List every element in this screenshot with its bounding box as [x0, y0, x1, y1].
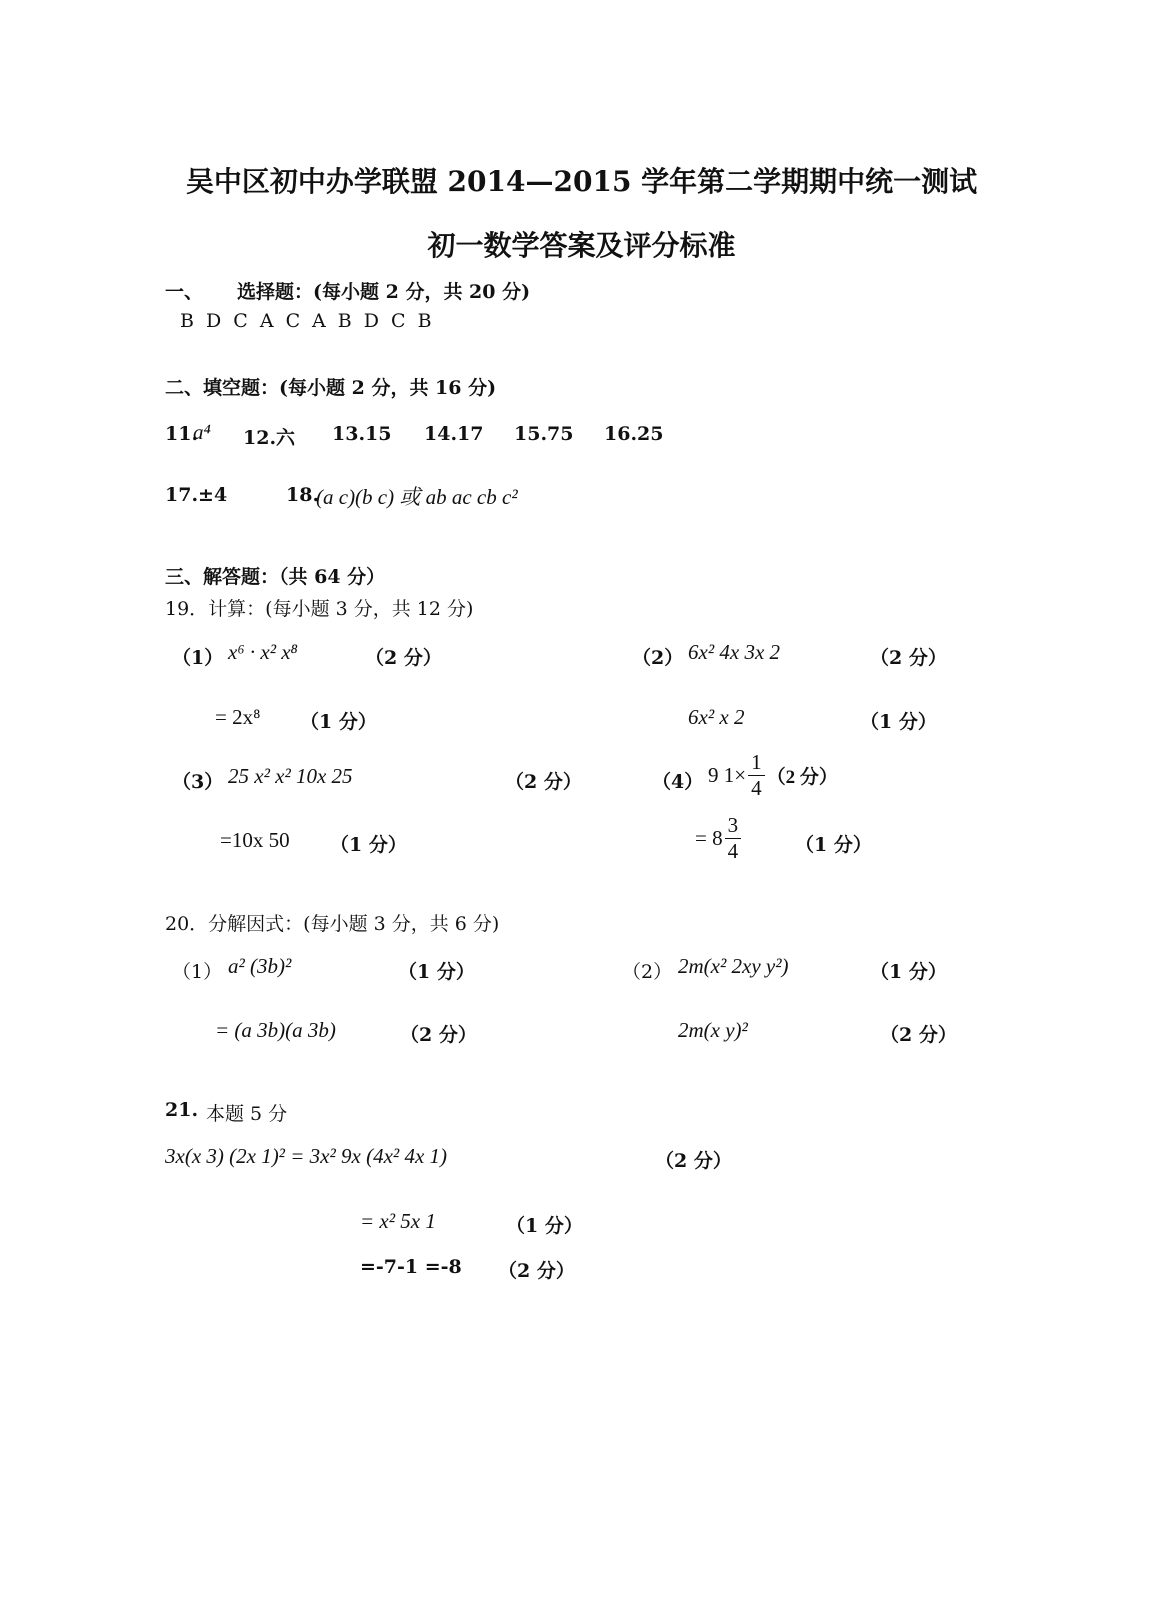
- q21-number: 21.: [165, 1099, 199, 1121]
- q19-4-label: （4）: [652, 771, 704, 793]
- q19-heading: 19．计算：(每小题 3 分，共 12 分): [165, 598, 474, 620]
- section1-number: 一、: [165, 281, 204, 303]
- q21-heading: 本题 5 分: [206, 1103, 288, 1125]
- q13-answer: 13.15: [332, 423, 392, 445]
- q17-answer: 17.±4: [165, 484, 228, 506]
- q19-3-score1: （2 分）: [505, 771, 582, 793]
- q19-3-line2: =10x 50: [220, 828, 290, 852]
- q21-line2: = x² 5x 1: [360, 1209, 436, 1233]
- q20-2-line1: 2m(x² 2xy y²): [678, 954, 789, 978]
- q19-2-score2: （1 分）: [860, 711, 937, 733]
- q20-2-score1: （1 分）: [870, 961, 947, 983]
- section2-heading: 二、填空题：(每小题 2 分，共 16 分): [165, 377, 497, 399]
- q20-1-score2: （2 分）: [400, 1024, 477, 1046]
- section1-answers-b: A B D C B: [312, 310, 435, 332]
- q20-1-line2: = (a 3b)(a 3b): [215, 1018, 336, 1042]
- section1-answers-a: B D C A C: [180, 310, 304, 332]
- q18-answer: (a c)(b c) 或 ab ac cb c²: [316, 485, 518, 509]
- q19-4-fraction2-den: 4: [727, 839, 739, 863]
- q19-4-score2: （1 分）: [795, 834, 872, 856]
- q16-answer: 16.25: [604, 423, 664, 445]
- q21-score1: （2 分）: [655, 1150, 732, 1172]
- q20-2-line2: 2m(x y)²: [678, 1018, 748, 1042]
- q20-1-label: （1）: [172, 961, 223, 983]
- section1-heading: 选择题：(每小题 2 分，共 20 分): [237, 281, 531, 303]
- q19-3-score2: （1 分）: [330, 834, 407, 856]
- q19-1-line2: = 2x⁸: [215, 705, 261, 729]
- q20-1-line1: a² (3b)²: [228, 954, 292, 978]
- q19-4-fraction1: [748, 752, 765, 799]
- q19-2-score1: （2 分）: [870, 647, 947, 669]
- q21-score2: （1 分）: [506, 1215, 583, 1237]
- q14-answer: 14.17: [424, 423, 484, 445]
- q19-1-score2: （1 分）: [300, 711, 377, 733]
- q19-2-label: （2）: [632, 647, 684, 669]
- q21-line3: =-7-1 =-8: [360, 1256, 462, 1278]
- q21-line1: 3x(x 3) (2x 1)² = 3x² 9x (4x² 4x 1): [165, 1144, 448, 1168]
- q20-heading: 20．分解因式：(每小题 3 分，共 6 分): [165, 913, 500, 935]
- q19-4-score1: （2 分）: [766, 767, 838, 788]
- q19-4-line2: [695, 815, 743, 862]
- q19-2-line1: 6x² 4x 3x 2: [688, 640, 781, 664]
- q19-4-fraction2: [725, 815, 742, 862]
- q19-2-line2: 6x² x 2: [688, 705, 745, 729]
- q20-1-score1: （1 分）: [398, 961, 475, 983]
- q19-4-line1-text: 9 1×: [708, 763, 747, 787]
- section3-heading: 三、解答题：（共 64 分）: [165, 566, 386, 588]
- q19-1-score1: （2 分）: [365, 647, 442, 669]
- q19-4-fraction1-num: 1: [748, 752, 765, 776]
- q20-2-label: （2）: [622, 961, 673, 983]
- q19-4-fraction2-num: 3: [725, 815, 742, 839]
- q21-score3: （2 分）: [498, 1260, 575, 1282]
- q19-4-line2-text: = 8: [695, 826, 723, 850]
- q19-1-label: （1）: [172, 647, 224, 669]
- q11-answer: a⁴: [193, 420, 211, 444]
- q19-1-line1: x⁶ · x² x⁸: [228, 640, 298, 664]
- q19-4-fraction1-den: 4: [751, 776, 762, 800]
- q11-label: 11.: [165, 423, 199, 445]
- q12-answer: 12.六: [243, 427, 296, 449]
- q20-2-score2: （2 分）: [880, 1024, 957, 1046]
- q18-label: 18.: [286, 484, 320, 506]
- document-title: 吴中区初中办学联盟 2014—2015 学年第二学期期中统一测试: [185, 165, 978, 198]
- q19-3-label: （3）: [172, 771, 224, 793]
- q15-answer: 15.75: [514, 423, 574, 445]
- document-subtitle: 初一数学答案及评分标准: [427, 229, 736, 262]
- q19-3-line1: 25 x² x² 10x 25: [228, 764, 353, 788]
- q19-4-line1: [708, 752, 838, 799]
